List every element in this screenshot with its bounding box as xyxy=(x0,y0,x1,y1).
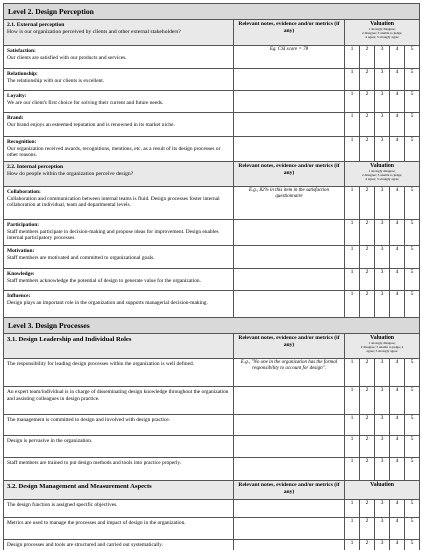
notes-cell[interactable] xyxy=(234,91,345,113)
item-statement xyxy=(4,359,234,387)
valuation-header xyxy=(345,162,420,187)
rating-1-option[interactable]: 1 xyxy=(345,113,360,137)
rating-5-option[interactable]: 5 xyxy=(405,500,420,518)
subsection-header xyxy=(4,481,420,500)
notes-cell[interactable]: E.g., "No one in the organization has the formal responsibility to account for design". xyxy=(234,359,345,387)
item-text: Staff members participate in decision-making and propose ideas for improvement. Design enables internal participatory processes. xyxy=(7,228,219,242)
rating-1-option[interactable]: 1 xyxy=(345,187,360,220)
rating-2-option[interactable]: 2 xyxy=(360,137,375,162)
notes-cell[interactable] xyxy=(234,387,345,415)
item-label: Satisfaction: xyxy=(7,48,36,54)
rating-2-option[interactable]: 2 xyxy=(360,269,375,291)
item-statement xyxy=(4,91,234,113)
subsection-heading: 2.1. External perception xyxy=(7,22,65,28)
rating-5-option[interactable]: 5 xyxy=(405,69,420,91)
subsection-title-cell xyxy=(4,334,234,359)
valuation-scale-line: agree; 5 strongly agree xyxy=(366,349,398,354)
subsection-heading: 2.2. Internal perception xyxy=(7,164,64,170)
rating-2-option[interactable]: 2 xyxy=(360,113,375,137)
rating-4-option[interactable]: 4 xyxy=(390,518,405,540)
subsection-question: How is our organization perceived by clients and other external stakeholders? xyxy=(7,28,181,35)
item-label: Brand: xyxy=(7,115,24,121)
valuation-title: Valuation xyxy=(370,482,395,488)
item-statement xyxy=(4,518,234,540)
rating-4-option[interactable]: 4 xyxy=(390,113,405,137)
rating-1-option[interactable]: 1 xyxy=(345,518,360,540)
rating-2-option[interactable]: 2 xyxy=(360,359,375,387)
item-row xyxy=(4,91,420,113)
rating-3-option[interactable]: 3 xyxy=(375,415,390,436)
notes-cell[interactable] xyxy=(234,436,345,458)
item-row xyxy=(4,269,420,291)
item-label: Collaboration: xyxy=(7,189,41,195)
rating-5-option[interactable]: 5 xyxy=(405,46,420,69)
item-statement xyxy=(4,500,234,518)
rating-4-option[interactable]: 4 xyxy=(390,220,405,246)
item-text: Design is pervasive in the organization. xyxy=(7,438,93,444)
item-text: Staff members acknowledge the potential of design to generate value for the organization. xyxy=(7,277,201,284)
rating-3-option[interactable]: 3 xyxy=(375,269,390,291)
subsection-heading: 3.2. Design Management and Measurement Aspects xyxy=(7,483,152,490)
item-statement xyxy=(4,69,234,91)
rating-4-option[interactable]: 4 xyxy=(390,137,405,162)
rating-2-option[interactable]: 2 xyxy=(360,91,375,113)
section-title: Level 3. Design Processes xyxy=(4,318,420,334)
rating-2-option[interactable]: 2 xyxy=(360,415,375,436)
item-statement xyxy=(4,540,234,550)
item-text: The management is committed to design and involved with design practice. xyxy=(7,417,171,423)
rating-3-option[interactable]: 3 xyxy=(375,69,390,91)
rating-1-option[interactable]: 1 xyxy=(345,69,360,91)
item-label: Recognition: xyxy=(7,139,37,145)
rating-3-option[interactable]: 3 xyxy=(375,46,390,69)
rating-5-option[interactable]: 5 xyxy=(405,387,420,415)
rating-5-option[interactable]: 5 xyxy=(405,415,420,436)
section-band xyxy=(4,318,420,334)
rating-4-option[interactable]: 4 xyxy=(390,269,405,291)
rating-4-option[interactable]: 4 xyxy=(390,69,405,91)
item-label: Relationship: xyxy=(7,71,38,77)
rating-5-option[interactable]: 5 xyxy=(405,137,420,162)
valuation-scale-line: 1 strongly disagree; xyxy=(368,27,396,31)
rating-3-option[interactable]: 3 xyxy=(375,137,390,162)
rating-3-option[interactable]: 3 xyxy=(375,436,390,458)
item-statement xyxy=(4,387,234,415)
section-title: Level 2. Design Perception xyxy=(4,4,420,20)
item-statement xyxy=(4,113,234,137)
item-text: An expert team/individual is in charge of disseminating design knowledge throughout the organization and assisting colleagues in design practice. xyxy=(7,389,229,402)
rating-5-option[interactable]: 5 xyxy=(405,518,420,540)
item-row xyxy=(4,540,420,550)
item-row xyxy=(4,415,420,436)
rating-4-option[interactable]: 4 xyxy=(390,246,405,269)
rating-1-option[interactable]: 1 xyxy=(345,246,360,269)
item-row xyxy=(4,46,420,69)
rating-1-option[interactable]: 1 xyxy=(345,436,360,458)
notes-cell[interactable]: Eg. CSI score = 78 xyxy=(234,46,345,69)
rating-1-option[interactable]: 1 xyxy=(345,415,360,436)
item-statement xyxy=(4,415,234,436)
rating-1-option[interactable]: 1 xyxy=(345,500,360,518)
rating-5-option[interactable]: 5 xyxy=(405,436,420,458)
item-text: The design function is assigned specific objectives. xyxy=(7,502,118,508)
rating-2-option[interactable]: 2 xyxy=(360,46,375,69)
notes-header: Relevant notes, evidence and/or metrics (if any) xyxy=(234,334,345,359)
rating-4-option[interactable]: 4 xyxy=(390,415,405,436)
rating-2-option[interactable]: 2 xyxy=(360,540,375,550)
notes-cell[interactable] xyxy=(234,458,345,481)
rating-4-option[interactable]: 4 xyxy=(390,387,405,415)
valuation-header xyxy=(345,20,420,46)
rating-2-option[interactable]: 2 xyxy=(360,291,375,318)
rating-4-option[interactable]: 4 xyxy=(390,436,405,458)
rating-4-option[interactable]: 4 xyxy=(390,458,405,481)
valuation-scale-line: 2 disagree; 3 unable to judge; 4 xyxy=(360,345,404,350)
item-row xyxy=(4,246,420,269)
rating-2-option[interactable]: 2 xyxy=(360,387,375,415)
item-row xyxy=(4,458,420,481)
valuation-scale-line: 1 strongly disagree; xyxy=(368,169,396,173)
rating-5-option[interactable]: 5 xyxy=(405,359,420,387)
subsection-header xyxy=(4,20,420,46)
notes-cell[interactable] xyxy=(234,291,345,318)
item-text: The responsibility for leading design processes within the organization is well defined. xyxy=(7,361,195,367)
item-row xyxy=(4,436,420,458)
item-label: Motivation: xyxy=(7,248,35,254)
rating-2-option[interactable]: 2 xyxy=(360,187,375,220)
rating-1-option[interactable]: 1 xyxy=(345,540,360,550)
rating-2-option[interactable]: 2 xyxy=(360,246,375,269)
notes-cell[interactable] xyxy=(234,540,345,550)
notes-cell[interactable] xyxy=(234,137,345,162)
rating-5-option[interactable]: 5 xyxy=(405,458,420,481)
notes-header: Relevant notes, evidence and/or metrics (if any) xyxy=(234,162,345,187)
valuation-header xyxy=(345,481,420,500)
item-text: Design plays an important role in the organization and supports managerial decision-making. xyxy=(7,299,208,306)
rating-2-option[interactable]: 2 xyxy=(360,220,375,246)
rating-3-option[interactable]: 3 xyxy=(375,91,390,113)
rating-3-option[interactable]: 3 xyxy=(375,246,390,269)
notes-cell[interactable] xyxy=(234,518,345,540)
rating-1-option[interactable]: 1 xyxy=(345,269,360,291)
rating-1-option[interactable]: 1 xyxy=(345,359,360,387)
notes-cell[interactable] xyxy=(234,220,345,246)
rating-1-option[interactable]: 1 xyxy=(345,387,360,415)
item-row xyxy=(4,500,420,518)
valuation-title: Valuation xyxy=(370,163,395,169)
rating-4-option[interactable]: 4 xyxy=(390,91,405,113)
item-row xyxy=(4,220,420,246)
rating-4-option[interactable]: 4 xyxy=(390,46,405,69)
notes-header: Relevant notes, evidence and/or metrics (if any) xyxy=(234,20,345,46)
notes-cell[interactable] xyxy=(234,113,345,137)
item-row xyxy=(4,137,420,162)
rating-1-option[interactable]: 1 xyxy=(345,46,360,69)
rating-4-option[interactable]: 4 xyxy=(390,187,405,220)
notes-header: Relevant notes, evidence and/or metrics (if any) xyxy=(234,481,345,500)
rating-5-option[interactable]: 5 xyxy=(405,246,420,269)
item-text: Our brand enjoys an esteemed reputation and is renowned in its market niche. xyxy=(7,121,175,128)
valuation-title: Valuation xyxy=(370,21,395,27)
item-row xyxy=(4,113,420,137)
rating-1-option[interactable]: 1 xyxy=(345,458,360,481)
item-text: Our organization received awards, recognitions, mentions, etc. as a result of its design processes or other reasons. xyxy=(7,145,221,159)
item-statement xyxy=(4,458,234,481)
assessment-table xyxy=(3,3,420,550)
item-text: Our clients are satisfied with our products and services. xyxy=(7,54,127,61)
rating-1-option[interactable]: 1 xyxy=(345,220,360,246)
notes-cell[interactable]: E.g., 82% in this item in the satisfaction questionnaire xyxy=(234,187,345,220)
item-statement xyxy=(4,187,234,220)
rating-1-option[interactable]: 1 xyxy=(345,291,360,318)
item-row xyxy=(4,359,420,387)
rating-4-option[interactable]: 4 xyxy=(390,540,405,550)
item-text: Staff members are motivated and committed to organizational goals. xyxy=(7,254,155,261)
rating-5-option[interactable]: 5 xyxy=(405,187,420,220)
item-statement xyxy=(4,246,234,269)
section-band xyxy=(4,4,420,20)
item-statement xyxy=(4,291,234,318)
rating-5-option[interactable]: 5 xyxy=(405,113,420,137)
item-label: Knowledge: xyxy=(7,271,35,277)
subsection-header xyxy=(4,334,420,359)
rating-1-option[interactable]: 1 xyxy=(345,137,360,162)
rating-4-option[interactable]: 4 xyxy=(390,291,405,318)
rating-5-option[interactable]: 5 xyxy=(405,269,420,291)
rating-5-option[interactable]: 5 xyxy=(405,220,420,246)
subsection-question: How do people within the organization perceive design? xyxy=(7,170,134,177)
item-row xyxy=(4,518,420,540)
rating-3-option[interactable]: 3 xyxy=(375,220,390,246)
notes-cell[interactable] xyxy=(234,246,345,269)
item-text: The relationship with our clients is excellent. xyxy=(7,77,105,84)
rating-3-option[interactable]: 3 xyxy=(375,500,390,518)
item-text: Collaboration and communication between internal teams is fluid. Design processes foster internal collaboration at individual, team and departmental levels. xyxy=(7,195,220,209)
item-label: Participation: xyxy=(7,222,40,228)
item-text: Metrics are used to manage the processes and impact of design in the organization. xyxy=(7,520,186,526)
item-statement xyxy=(4,137,234,162)
valuation-title: Valuation xyxy=(370,335,395,341)
rating-2-option[interactable]: 2 xyxy=(360,69,375,91)
valuation-scale-line: 4 agree; 5 strongly agree xyxy=(365,35,399,40)
notes-cell[interactable] xyxy=(234,500,345,518)
item-row xyxy=(4,387,420,415)
subsection-heading: 3.1. Design Leadership and Individual Roles xyxy=(7,336,132,343)
item-statement xyxy=(4,46,234,69)
rating-2-option[interactable]: 2 xyxy=(360,518,375,540)
valuation-header xyxy=(345,334,420,359)
subsection-title-cell xyxy=(4,20,234,46)
rating-5-option[interactable]: 5 xyxy=(405,91,420,113)
valuation-scale-line: 1 strongly disagree; xyxy=(368,341,396,345)
item-statement xyxy=(4,436,234,458)
item-row xyxy=(4,291,420,318)
rating-3-option[interactable]: 3 xyxy=(375,458,390,481)
subsection-title-cell xyxy=(4,162,234,187)
rating-1-option[interactable]: 1 xyxy=(345,91,360,113)
item-text: Staff members are trained to put design methods and tools into practice properly. xyxy=(7,460,182,466)
notes-cell[interactable] xyxy=(234,269,345,291)
rating-5-option[interactable]: 5 xyxy=(405,291,420,318)
rating-4-option[interactable]: 4 xyxy=(390,500,405,518)
item-statement xyxy=(4,269,234,291)
valuation-scale-line: 2 disagree; 3 unable to judge; xyxy=(362,31,403,36)
notes-cell[interactable] xyxy=(234,415,345,436)
rating-2-option[interactable]: 2 xyxy=(360,458,375,481)
rating-3-option[interactable]: 3 xyxy=(375,113,390,137)
rating-3-option[interactable]: 3 xyxy=(375,187,390,220)
rating-3-option[interactable]: 3 xyxy=(375,518,390,540)
rating-3-option[interactable]: 3 xyxy=(375,387,390,415)
rating-5-option[interactable]: 5 xyxy=(405,540,420,550)
valuation-scale-line: 2 disagree; 3 unable to judge; xyxy=(362,173,403,178)
rating-3-option[interactable]: 3 xyxy=(375,359,390,387)
rating-3-option[interactable]: 3 xyxy=(375,291,390,318)
item-label: Loyalty: xyxy=(7,93,27,99)
item-row xyxy=(4,187,420,220)
notes-cell[interactable] xyxy=(234,69,345,91)
item-text: Design processes and tools are structured and carried out systematically. xyxy=(7,542,163,548)
item-statement xyxy=(4,220,234,246)
subsection-header xyxy=(4,162,420,187)
rating-4-option[interactable]: 4 xyxy=(390,359,405,387)
item-row xyxy=(4,69,420,91)
valuation-scale-line: 4 agree; 5 strongly agree xyxy=(365,177,399,182)
item-text: We are our client's first choice for solving their current and future needs. xyxy=(7,99,164,106)
rating-3-option[interactable]: 3 xyxy=(375,540,390,550)
rating-2-option[interactable]: 2 xyxy=(360,500,375,518)
rating-2-option[interactable]: 2 xyxy=(360,436,375,458)
subsection-title-cell xyxy=(4,481,234,500)
item-label: Influence: xyxy=(7,293,31,299)
